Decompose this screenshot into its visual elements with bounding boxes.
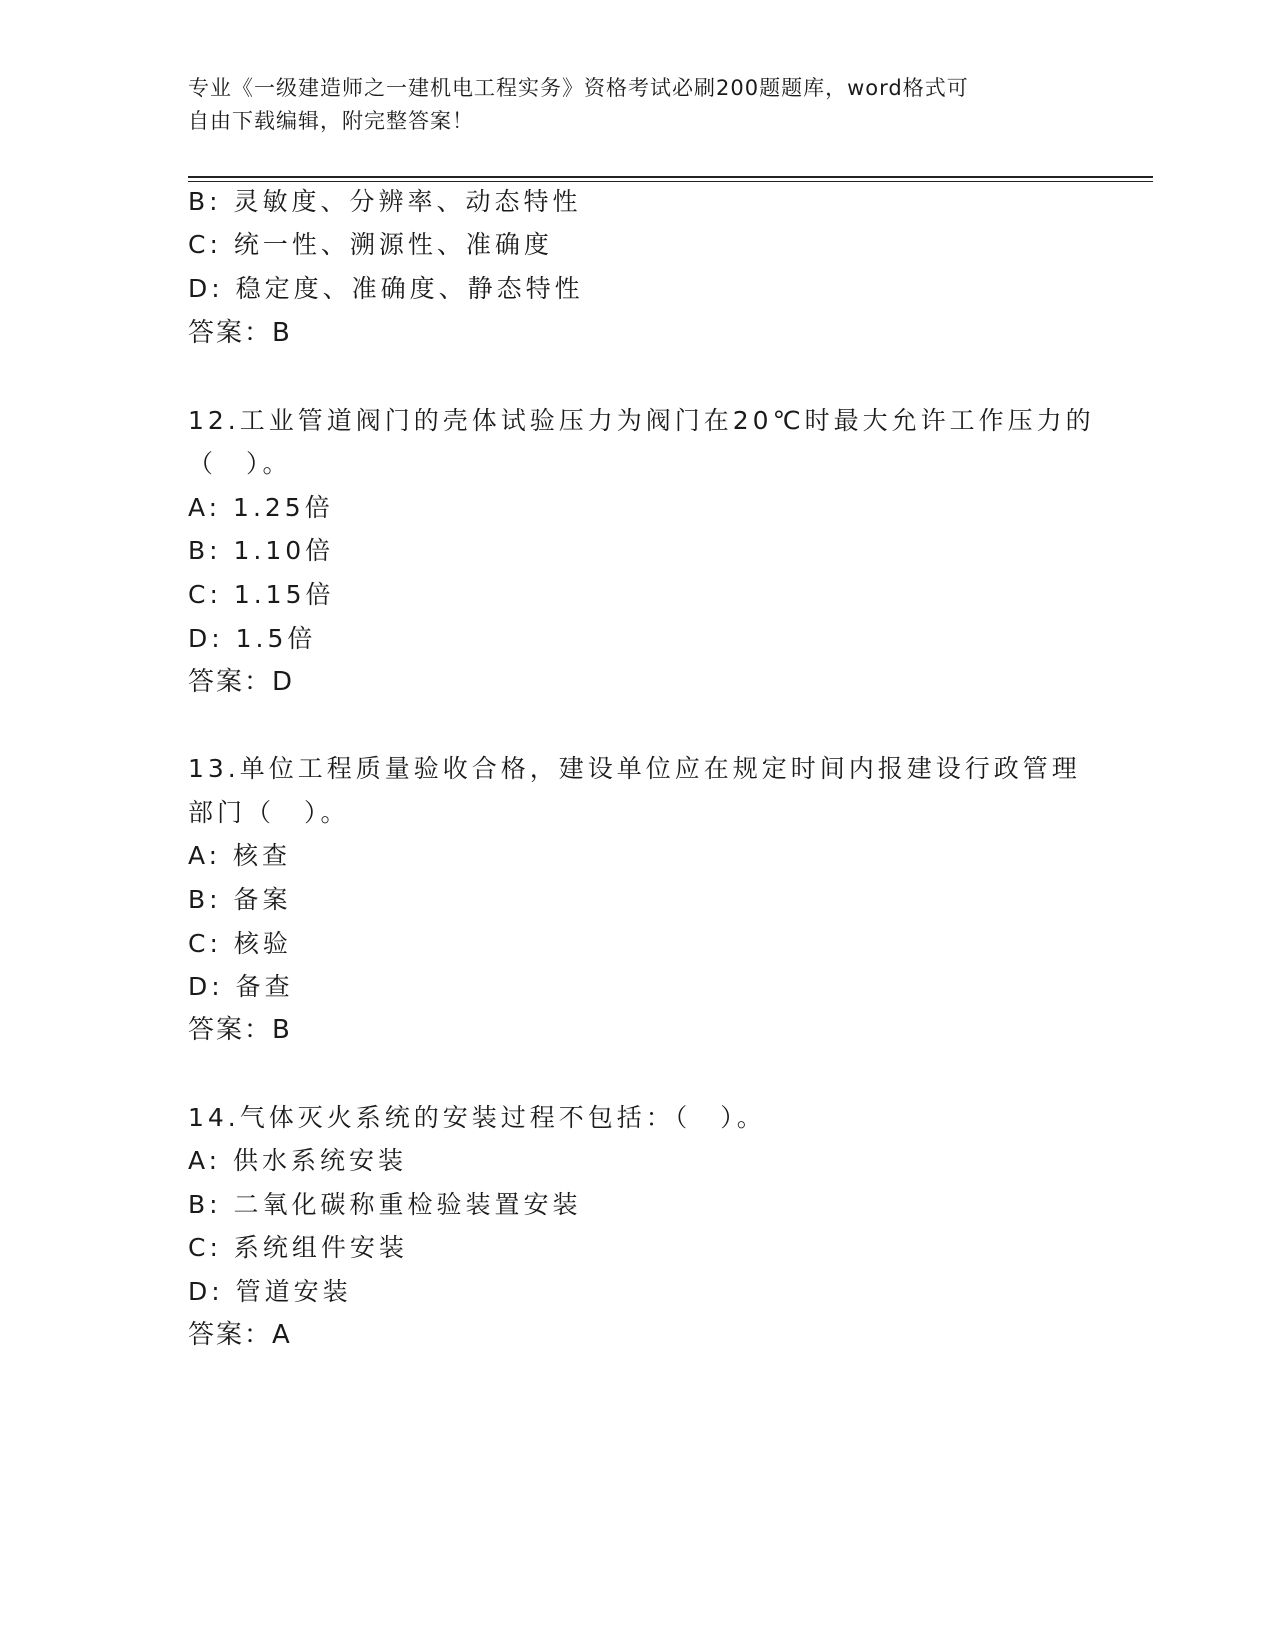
q14-option-c: C: 系统组件安装 bbox=[188, 1233, 408, 1262]
q13-stem-line-2: 部门（ ）。 bbox=[188, 798, 350, 827]
header-line-1: 专业《一级建造师之一建机电工程实务》资格考试必刷200题题库，word格式可 bbox=[188, 76, 969, 100]
q13-option-a: A: 核查 bbox=[188, 841, 292, 870]
q12-option-a: A: 1.25倍 bbox=[188, 493, 334, 522]
q13-option-b: B: 备案 bbox=[188, 885, 292, 914]
q11-answer: 答案：B bbox=[188, 318, 292, 348]
document-header bbox=[188, 72, 1088, 138]
q14-stem-line-1: 14.气体灭火系统的安装过程不包括：（ ）。 bbox=[188, 1103, 766, 1132]
header-divider bbox=[188, 176, 1153, 182]
q14-option-b: B: 二氧化碳称重检验装置安装 bbox=[188, 1190, 582, 1219]
q13-option-d: D: 备查 bbox=[188, 972, 294, 1001]
header-line-2: 自由下载编辑，附完整答案！ bbox=[188, 109, 474, 133]
q12-option-d: D: 1.5倍 bbox=[188, 624, 317, 653]
q12-option-b: B: 1.10倍 bbox=[188, 536, 335, 565]
q11-option-c: C: 统一性、溯源性、准确度 bbox=[188, 230, 553, 259]
q13-answer: 答案：B bbox=[188, 1015, 292, 1045]
q12-answer: 答案：D bbox=[188, 667, 295, 697]
q11-option-d: D: 稳定度、准确度、静态特性 bbox=[188, 274, 584, 303]
q14-answer: 答案：A bbox=[188, 1320, 292, 1350]
q13-option-c: C: 核验 bbox=[188, 929, 292, 958]
q11-option-b: B: 灵敏度、分辨率、动态特性 bbox=[188, 187, 582, 216]
q14-option-d: D: 管道安装 bbox=[188, 1277, 352, 1306]
q12-stem-line-1: 12.工业管道阀门的壳体试验压力为阀门在20℃时最大允许工作压力的 bbox=[188, 406, 1095, 435]
q13-stem-line-1: 13.单位工程质量验收合格，建设单位应在规定时间内报建设行政管理 bbox=[188, 754, 1081, 783]
q12-option-c: C: 1.15倍 bbox=[188, 580, 335, 609]
q14-option-a: A: 供水系统安装 bbox=[188, 1146, 408, 1175]
q12-stem-line-2: （ ）。 bbox=[188, 449, 292, 478]
